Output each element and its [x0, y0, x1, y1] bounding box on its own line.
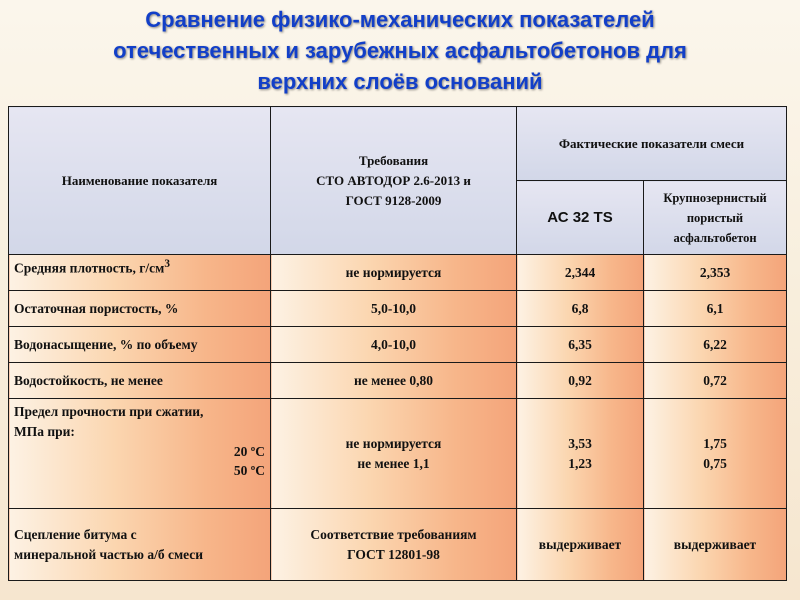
table-row — [9, 327, 787, 363]
header-ac32ts-text: АС 32 TS — [547, 209, 613, 226]
row-water-resistance-coarse: 0,72 — [644, 363, 787, 399]
table-row — [9, 509, 787, 581]
row-compressive-req-line-2: не менее 1,1 — [357, 455, 430, 471]
comparison-table — [8, 106, 787, 581]
title-line-3: верхних слоёв оснований — [257, 69, 543, 94]
table-row — [9, 291, 787, 327]
row-density-name — [9, 255, 271, 291]
row-porosity-coarse: 6,1 — [644, 291, 787, 327]
row-water-saturation-name: Водонасыщение, % по объему — [9, 327, 271, 363]
row-water-saturation-coarse: 6,22 — [644, 327, 787, 363]
row-water-resistance-name: Водостойкость, не менее — [9, 363, 271, 399]
row-water-saturation-req: 4,0-10,0 — [271, 327, 517, 363]
row-water-resistance-ac: 0,92 — [517, 363, 644, 399]
row-porosity-req: 5,0-10,0 — [271, 291, 517, 327]
row-adhesion-req — [271, 509, 517, 581]
header-coarse-porous — [644, 181, 787, 255]
row-compressive-name-line-1: Предел прочности при сжатии, — [14, 404, 204, 419]
header-coarse-line-1: Крупнозернистый — [663, 190, 767, 205]
title-line-1: Сравнение физико-механических показателей — [145, 7, 655, 32]
row-adhesion-ac: выдерживает — [517, 509, 644, 581]
title-line-2: отечественных и зарубежных асфальтобетонов для — [113, 38, 687, 63]
row-adhesion-req-line-1: Соответствие требованиям — [310, 526, 477, 542]
row-adhesion-name-line-1: Сцепление битума с — [14, 526, 137, 542]
row-compressive-name-line-2: МПа при: — [14, 424, 75, 439]
row-density-coarse: 2,353 — [644, 255, 787, 291]
header-requirements-line-2: СТО АВТОДОР 2.6-2013 и — [316, 172, 471, 188]
row-water-saturation-ac: 6,35 — [517, 327, 644, 363]
row-compressive-strength-req — [271, 399, 517, 509]
row-porosity-ac: 6,8 — [517, 291, 644, 327]
header-actual-values — [517, 107, 787, 181]
row-density-ac: 2,344 — [517, 255, 644, 291]
table-row — [9, 399, 787, 509]
header-indicator-name — [9, 107, 271, 255]
row-density-name-sup: 3 — [164, 258, 170, 270]
row-compressive-ac-line-1: 3,53 — [568, 435, 592, 451]
header-coarse-line-3: асфальтобетон — [673, 230, 757, 245]
row-water-resistance-req: не менее 0,80 — [271, 363, 517, 399]
row-compressive-strength-name — [9, 399, 271, 509]
row-compressive-coarse-line-2: 0,75 — [703, 455, 727, 471]
row-adhesion-coarse: выдерживает — [644, 509, 787, 581]
table-row — [9, 363, 787, 399]
row-compressive-ac-line-2: 1,23 — [568, 455, 592, 471]
row-compressive-strength-ac — [517, 399, 644, 509]
header-indicator-name-text: Наименование показателя — [61, 172, 218, 188]
row-compressive-sub-20: 20 ºС — [233, 444, 265, 459]
row-adhesion-req-line-2: ГОСТ 12801-98 — [347, 546, 440, 562]
row-adhesion-name-line-2: минеральной частью а/б смеси — [14, 546, 204, 562]
row-adhesion-name — [9, 509, 271, 581]
header-ac32ts — [517, 181, 644, 255]
header-requirements-line-3: ГОСТ 9128-2009 — [345, 192, 442, 208]
row-compressive-sub-50: 50 ºС — [233, 463, 265, 478]
header-coarse-line-2: пористый — [686, 210, 744, 225]
row-porosity-name: Остаточная пористость, % — [9, 291, 271, 327]
row-compressive-strength-coarse — [644, 399, 787, 509]
row-density-name-text: Средняя плотность, г/см — [14, 260, 165, 276]
header-requirements — [271, 107, 517, 255]
header-actual-values-text: Фактические показатели смеси — [558, 135, 745, 151]
row-compressive-coarse-line-1: 1,75 — [703, 435, 727, 451]
row-compressive-req-line-1: не нормируется — [345, 435, 442, 451]
row-density-req: не нормируется — [271, 255, 517, 291]
header-requirements-line-1: Требования — [358, 152, 429, 168]
slide-title — [0, 4, 800, 97]
table-row — [9, 255, 787, 291]
